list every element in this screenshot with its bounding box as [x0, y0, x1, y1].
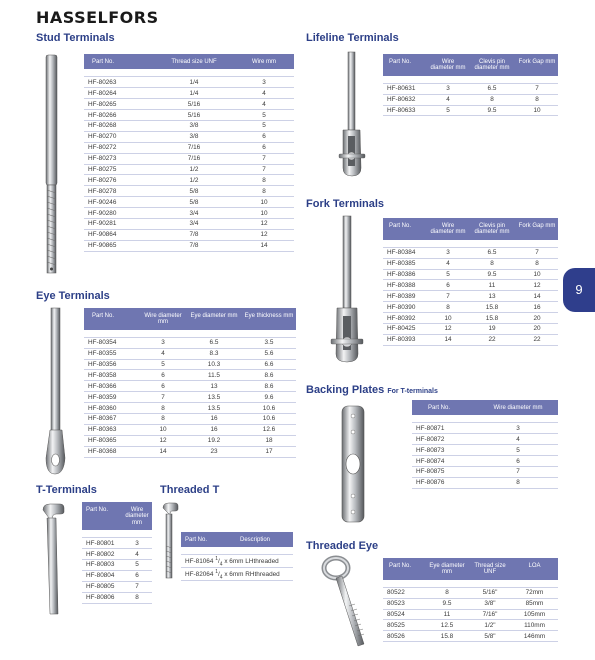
table-row: HF-80363 10 16 12.6: [84, 424, 296, 435]
table-row: HF-80270 3/8 6: [84, 131, 294, 142]
table-row: HF-80276 1/2 8: [84, 175, 294, 186]
table-row: HF-80384 3 6.5 7: [383, 247, 558, 258]
table-row: HF-80272 7/16 6: [84, 142, 294, 153]
col-wire-diameter: Wire diameter mm: [428, 218, 468, 240]
table-row: HF-80354 3 6.5 3.5: [84, 337, 296, 348]
table-row: HF-80632 4 8 8: [383, 94, 558, 105]
table-row: HF-80806 8: [82, 592, 152, 603]
backing-plates-heading: Backing Plates: [306, 384, 385, 396]
table-row: HF-80805 7: [82, 581, 152, 592]
threaded-eye-image: [318, 556, 378, 656]
table-row: HF-80425 12 19 20: [383, 324, 558, 335]
table-row: HF-80871 3: [412, 423, 558, 434]
eye-terminal-image: [38, 308, 74, 478]
table-row: HF-80392 10 15.8 20: [383, 313, 558, 324]
threaded-t-title: Threaded T: [160, 484, 220, 496]
threaded-eye-title: Threaded Eye: [306, 540, 379, 552]
table-row: HF-80367 8 16 10.6: [84, 414, 296, 425]
table-row: HF-80266 5/16 5: [84, 110, 294, 121]
threaded-t-table: [181, 532, 293, 581]
threaded-eye-table: [383, 558, 558, 642]
table-row: HF-80803 5: [82, 560, 152, 571]
stud-terminals-title: Stud Terminals: [36, 32, 115, 44]
eye-terminals-title: Eye Terminals: [36, 290, 110, 302]
table-row: HF-80355 4 8.3 5.6: [84, 348, 296, 359]
table-row: HF-80804 6: [82, 570, 152, 581]
eye-terminals-table: [84, 308, 296, 458]
col-eye-thickness: Eye thickness mm: [242, 308, 296, 330]
col-thread-size: Thread size UNF: [469, 558, 511, 580]
table-row: 80526 15.8 5/8" 146mm: [383, 631, 558, 642]
table-row: HF-90865 7/8 14: [84, 240, 294, 251]
fork-terminals-title: Fork Terminals: [306, 198, 385, 210]
table-row: 80523 9.5 3/8" 85mm: [383, 598, 558, 609]
table-row: HF-82064 $^1/_4$ x 6mm RHthreaded: [181, 568, 293, 581]
lifeline-terminals-table: [383, 54, 558, 116]
table-row: HF-80876 8: [412, 477, 558, 488]
lifeline-terminals-title: Lifeline Terminals: [306, 32, 399, 44]
col-wire-diameter: Wire diameter mm: [428, 54, 468, 76]
threaded-t-image: [160, 502, 182, 582]
col-description: Description: [217, 532, 293, 547]
table-row: HF-90281 3/4 12: [84, 218, 294, 229]
table-row: HF-90280 3/4 10: [84, 208, 294, 219]
table-row: HF-80365 12 19.2 18: [84, 435, 296, 446]
table-row: 80524 11 7/16" 105mm: [383, 609, 558, 620]
table-row: HF-80390 8 15.8 16: [383, 302, 558, 313]
table-row: HF-80386 5 9.5 10: [383, 269, 558, 280]
table-row: HF-80264 1/4 4: [84, 88, 294, 99]
stud-terminal-image: [40, 50, 70, 282]
col-loa: LOA: [511, 558, 558, 580]
table-row: HF-80273 7/16 7: [84, 153, 294, 164]
table-row: HF-80360 8 13.5 10.6: [84, 403, 296, 414]
col-part-no: Part No.: [383, 54, 428, 76]
col-part-no: Part No.: [412, 400, 478, 415]
table-row: 80525 12.5 1/2" 110mm: [383, 620, 558, 631]
table-row: HF-80389 7 13 14: [383, 291, 558, 302]
col-fork-gap: Fork Gap mm: [516, 218, 558, 240]
col-part-no: Part No.: [82, 502, 122, 530]
table-row: HF-80275 1/2 7: [84, 164, 294, 175]
t-terminal-image: [38, 502, 74, 622]
col-wire-diameter: Wire diameter mm: [122, 502, 152, 530]
col-clevis-pin: Clevis pin diameter mm: [468, 218, 516, 240]
table-row: HF-80631 3 6.5 7: [383, 83, 558, 94]
table-row: HF-80263 1/4 3: [84, 77, 294, 88]
backing-plates-table: [412, 400, 558, 489]
t-terminals-title: T-Terminals: [36, 484, 97, 496]
t-terminals-table: [82, 502, 152, 604]
table-row: HF-80801 3: [82, 538, 152, 549]
table-row: HF-90864 7/8 12: [84, 229, 294, 240]
table-row: HF-80366 6 13 8.6: [84, 381, 296, 392]
col-clevis-pin: Clevis pin diameter mm: [468, 54, 516, 76]
table-row: HF-80873 5: [412, 445, 558, 456]
table-row: HF-90246 5/8 10: [84, 197, 294, 208]
col-part-no: Part No.: [383, 558, 425, 580]
col-part-no: Part No.: [181, 532, 217, 547]
table-row: HF-80875 7: [412, 466, 558, 477]
col-wire-diameter: Wire diameter mm: [478, 400, 558, 415]
lifeline-terminal-image: [334, 52, 370, 182]
table-row: HF-80268 3/8 5: [84, 120, 294, 131]
table-row: HF-80388 6 11 12: [383, 280, 558, 291]
brand-logo: HASSELFORS: [36, 8, 159, 27]
table-row: HF-80802 4: [82, 549, 152, 560]
col-part-no: Part No.: [84, 308, 140, 330]
col-part-no: Part No.: [383, 218, 428, 240]
col-fork-gap: Fork Gap mm: [516, 54, 558, 76]
col-thread-size: Thread size UNF: [154, 54, 234, 69]
table-row: 80522 8 5/16" 72mm: [383, 587, 558, 598]
table-row: HF-81064 $^1/_4$ x 6mm LHthreaded: [181, 555, 293, 568]
col-eye-diameter: Eye diameter mm: [425, 558, 469, 580]
col-wire: Wire mm: [234, 54, 294, 69]
table-row: HF-80872 4: [412, 434, 558, 445]
table-row: HF-80385 4 8 8: [383, 258, 558, 269]
col-eye-diameter: Eye diameter mm: [186, 308, 242, 330]
table-row: HF-80874 6: [412, 456, 558, 467]
backing-plate-image: [334, 404, 374, 526]
page-tab: 9: [563, 268, 595, 312]
table-row: HF-80358 6 11.5 8.6: [84, 370, 296, 381]
table-row: HF-80278 5/8 8: [84, 186, 294, 197]
col-wire-diameter: Wire diameter mm: [140, 308, 186, 330]
table-row: HF-80356 5 10.3 6.6: [84, 359, 296, 370]
table-row: HF-80359 7 13.5 9.6: [84, 392, 296, 403]
fork-terminals-table: [383, 218, 558, 346]
table-row: HF-80368 14 23 17: [84, 446, 296, 457]
table-row: HF-80265 5/16 4: [84, 99, 294, 110]
fork-terminal-image: [328, 216, 368, 366]
table-row: HF-80393 14 22 22: [383, 334, 558, 345]
col-part-no: Part No.: [84, 54, 154, 69]
table-row: HF-80633 5 9.5 10: [383, 105, 558, 116]
stud-terminals-table: [84, 54, 294, 252]
backing-plates-subtitle: For T-terminals: [387, 388, 438, 395]
backing-plates-title: [306, 384, 438, 396]
